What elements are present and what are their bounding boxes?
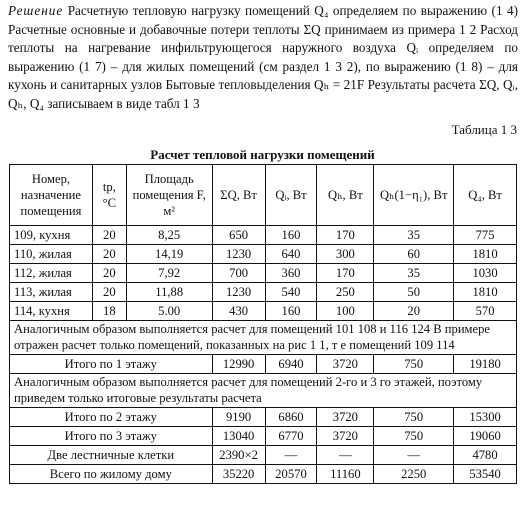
cell: 750 (374, 355, 454, 374)
table-row (10, 302, 517, 321)
cell: 640 (265, 245, 317, 264)
note-row (10, 374, 517, 408)
header-cell: Qₕ(1−η₁), Вт (374, 165, 454, 226)
cell: 35 (374, 264, 454, 283)
cell: 1030 (454, 264, 517, 283)
cell: 160 (265, 226, 317, 245)
solution-paragraph (8, 2, 518, 114)
solution-lead: Решение (8, 3, 64, 18)
cell: 50 (374, 283, 454, 302)
total-row (10, 465, 517, 484)
table-row (10, 226, 517, 245)
cell: 1230 (212, 245, 265, 264)
cell: 20 (92, 226, 126, 245)
cell: 20 (92, 264, 126, 283)
cell: 18 (92, 302, 126, 321)
cell: 11,88 (126, 283, 212, 302)
cell: 3720 (317, 427, 374, 446)
cell: 570 (454, 302, 517, 321)
cell: 3720 (317, 355, 374, 374)
header-cell: Номер, назначение помещения (10, 165, 93, 226)
cell: 170 (317, 264, 374, 283)
total-label: Итого по 3 этажу (10, 427, 213, 446)
total-label: Две лестничные клетки (10, 446, 213, 465)
total-label: Всего по жилому дому (10, 465, 213, 484)
total-row (10, 446, 517, 465)
cell: 100 (317, 302, 374, 321)
table-number: Таблица 1 3 (451, 122, 517, 137)
room-cell: 109, кухня (10, 226, 93, 245)
cell: 3720 (317, 408, 374, 427)
note-cell: Аналогичным образом выполняется расчет для помещений 101 108 и 116 124 В примере отражен расчет только помещений, показанных на рис 1 1, т е помещений 109 114 (10, 321, 517, 355)
header-cell: Qᵢ, Вт (265, 165, 317, 226)
cell: 11160 (317, 465, 374, 484)
cell: 19180 (454, 355, 517, 374)
cell: 6770 (265, 427, 317, 446)
header-cell: Площадь помещения F, м² (126, 165, 212, 226)
total-label: Итого по 2 этажу (10, 408, 213, 427)
header-cell: tр, °С (92, 165, 126, 226)
cell: 2390×2 (212, 446, 265, 465)
cell: — (374, 446, 454, 465)
cell: 250 (317, 283, 374, 302)
cell: 750 (374, 427, 454, 446)
header-row (10, 165, 517, 226)
solution-text: Расчетную тепловую нагрузку помещений Q₄ определяем по выражению (1 4) Расчетные основные и добавочные потери теплоты ΣQ принимаем из примера 1 2 Расход теплоты на нагревание инфильтрующегося наружного воздуха Qᵢ определяем по выражению (1 7) – для жилых помещений (см раздел 1 3 2), по выражению (1 8) – для кухонь и санитарных узлов Бытовые тепловыделения Qₕ = 21F Результаты расчета ΣQ, Qᵢ, Qₕ, Q₄ записываем в виде табл 1 3 (8, 3, 518, 111)
cell: 14,19 (126, 245, 212, 264)
cell: 700 (212, 264, 265, 283)
header-cell: ΣQ, Вт (212, 165, 265, 226)
note-row (10, 321, 517, 355)
cell: — (317, 446, 374, 465)
cell: 6860 (265, 408, 317, 427)
cell: 650 (212, 226, 265, 245)
header-cell: Q₄, Вт (454, 165, 517, 226)
table-title: Расчет тепловой нагрузки помещений (150, 147, 375, 162)
cell: 4780 (454, 446, 517, 465)
cell: 5.00 (126, 302, 212, 321)
cell: 775 (454, 226, 517, 245)
cell: 35 (374, 226, 454, 245)
total-row (10, 427, 517, 446)
heat-load-table (9, 164, 517, 484)
cell: 6940 (265, 355, 317, 374)
header-cell: Qₕ, Вт (317, 165, 374, 226)
table-row (10, 245, 517, 264)
table-row (10, 283, 517, 302)
cell: 53540 (454, 465, 517, 484)
cell: 35220 (212, 465, 265, 484)
cell: 1810 (454, 283, 517, 302)
cell: — (265, 446, 317, 465)
cell: 1810 (454, 245, 517, 264)
cell: 13040 (212, 427, 265, 446)
room-cell: 112, жилая (10, 264, 93, 283)
cell: 20 (92, 245, 126, 264)
cell: 9190 (212, 408, 265, 427)
cell: 430 (212, 302, 265, 321)
room-cell: 113, жилая (10, 283, 93, 302)
cell: 170 (317, 226, 374, 245)
cell: 8,25 (126, 226, 212, 245)
table-row (10, 264, 517, 283)
cell: 300 (317, 245, 374, 264)
cell: 2250 (374, 465, 454, 484)
cell: 750 (374, 408, 454, 427)
room-cell: 110, жилая (10, 245, 93, 264)
total-row (10, 408, 517, 427)
cell: 20570 (265, 465, 317, 484)
cell: 12990 (212, 355, 265, 374)
total-row (10, 355, 517, 374)
room-cell: 114, кухня (10, 302, 93, 321)
cell: 7,92 (126, 264, 212, 283)
cell: 160 (265, 302, 317, 321)
cell: 360 (265, 264, 317, 283)
cell: 60 (374, 245, 454, 264)
note-cell: Аналогичным образом выполняется расчет для помещений 2-го и 3 го этажей, поэтому приведем только итоговые результаты расчета (10, 374, 517, 408)
cell: 1230 (212, 283, 265, 302)
cell: 20 (374, 302, 454, 321)
cell: 540 (265, 283, 317, 302)
cell: 19060 (454, 427, 517, 446)
cell: 15300 (454, 408, 517, 427)
total-label: Итого по 1 этажу (10, 355, 213, 374)
cell: 20 (92, 283, 126, 302)
